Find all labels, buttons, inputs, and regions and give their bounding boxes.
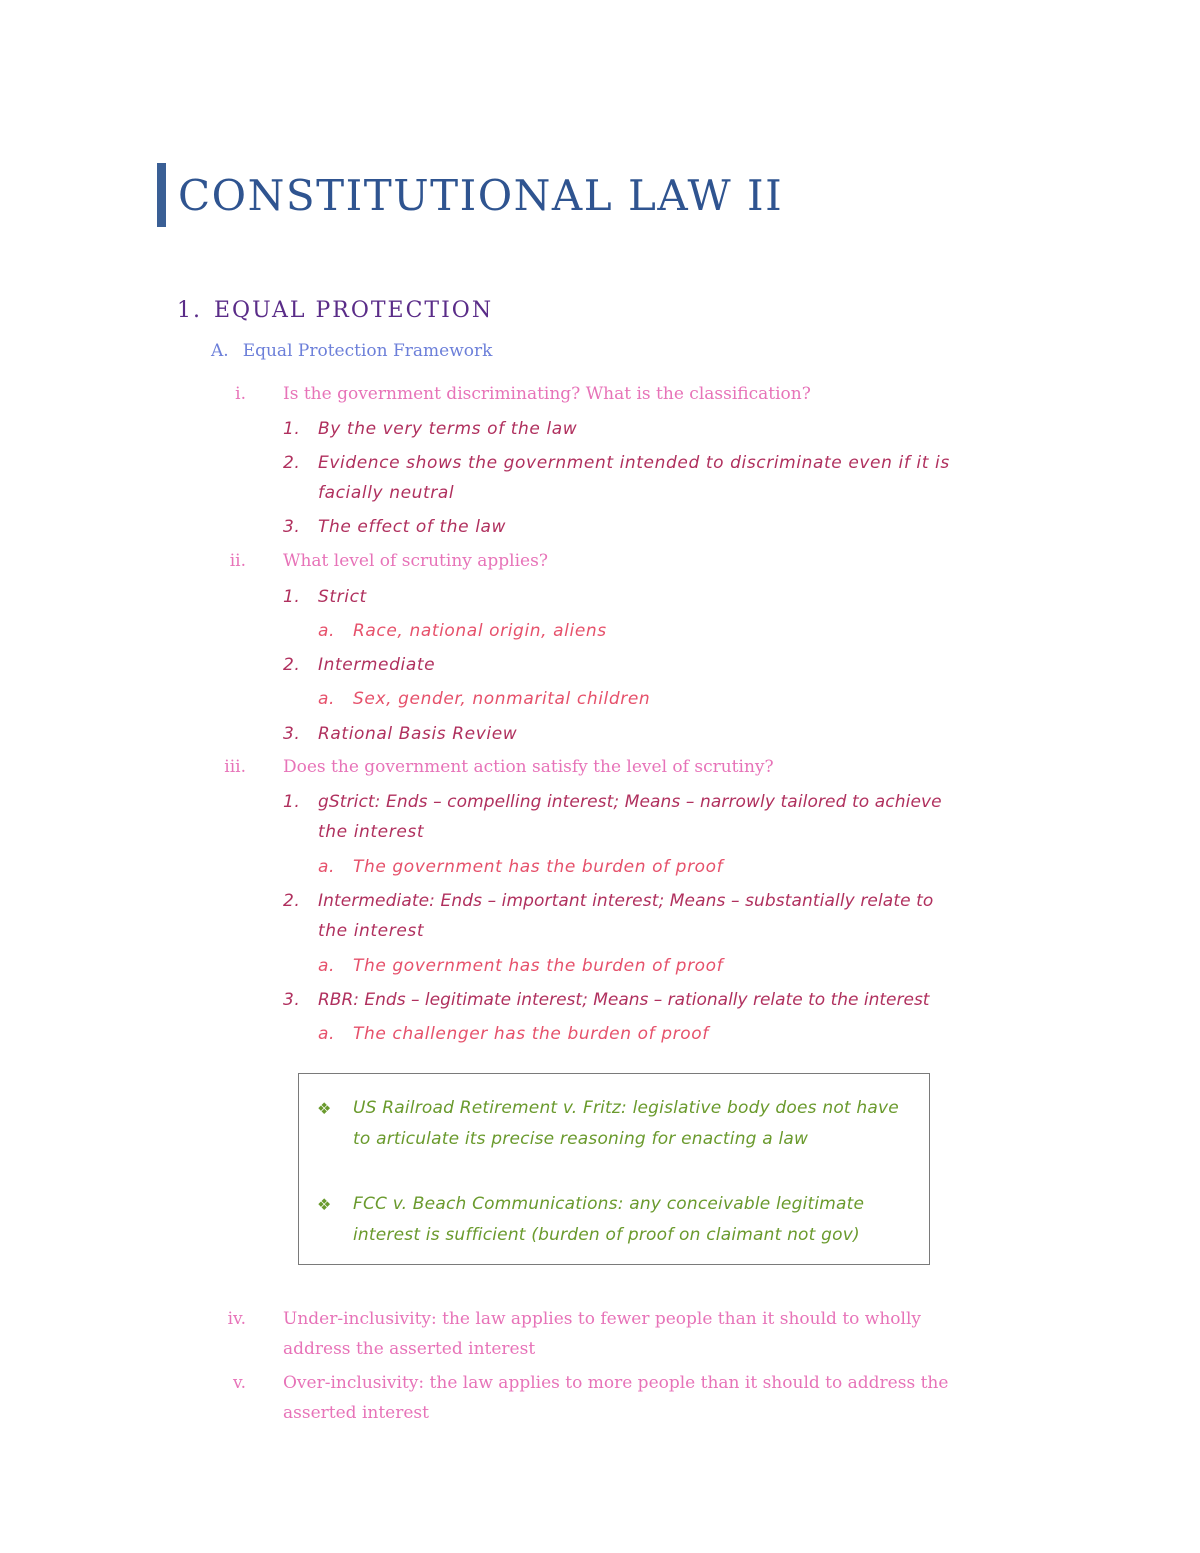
case-note-text: FCC v. Beach Communications: any conceivable legitimate interest is sufficient (burden of proof on claimant not gov): [353, 1194, 865, 1245]
case-note-text: US Railroad Retirement v. Fritz: legislative body does not have to articulate its precise reasoning for enacting a law: [353, 1098, 899, 1149]
subsection-title: Equal Protection Framework: [242, 341, 493, 361]
list-item-continuation: the interest: [318, 921, 425, 941]
section-heading: [177, 298, 493, 323]
list-item-text: Over-inclusivity: the law applies to more people than it should to address the: [283, 1373, 949, 1393]
diamond-bullet-icon: ❖: [317, 1195, 332, 1214]
subsection-heading: [211, 341, 492, 361]
roman-numeral: iii.: [224, 757, 246, 777]
list-item-continuation: facially neutral: [318, 483, 455, 503]
document-page: CONSTITUTIONAL LAW II 1. EQUAL PROTECTION A. Equal Protection Framework i. Is the government discriminating? What is the classification? 1. By the very terms of the law 2. Evidence shows the government intended to discriminate even if it is facially neutral 3. The effect of the law ii. What level of scrutiny applies? 1. Strict a. Race, national origin, aliens 2. Intermediate a. Sex, gender, nonmarital children 3. Rational Basis Review iii. Does the government action satisfy the level of scrutiny? 1. gStrict: Ends – compelling interest; Means – narrowly tailored to achieve the interest a. The government has the burden of proof 2. Intermediate: Ends – important interest; Means – substantially relate to the interest a. The government has the burden of proof 3. RBR: Ends – legitimate interest; Means – rationally relate to the interest a. The challenger has the burden of proof ❖ US Railroad Retirement v. Fritz: legislative body does not have to articulate its precise reasoning for enacting a law ❖ FCC v. Beach Communications: any conceivable legitimate interest is sufficient (burden of proof on claimant not gov) iv. Under-inclusivity: the law applies to fewer people than it should to wholly address the asserted interest v. Over-inclusivity: the law applies to more people than it should to address the asserted interest: [0, 0, 1200, 1553]
roman-numeral: i.: [235, 384, 246, 404]
list-item-continuation: address the asserted interest: [283, 1339, 536, 1359]
list-item-text: Does the government action satisfy the level of scrutiny?: [283, 757, 774, 777]
list-item-continuation: the interest: [318, 822, 425, 842]
list-item-continuation: asserted interest: [283, 1403, 429, 1423]
section-number: 1.: [177, 298, 202, 323]
list-item-text: What level of scrutiny applies?: [283, 551, 548, 571]
section-title: EQUAL PROTECTION: [214, 298, 494, 323]
diamond-bullet-icon: ❖: [317, 1099, 332, 1118]
roman-numeral: ii.: [229, 551, 246, 571]
title-text: CONSTITUTIONAL LAW II: [178, 170, 784, 220]
case-notes-box: [298, 1073, 930, 1265]
roman-numeral: v.: [233, 1373, 246, 1393]
list-item-text: Under-inclusivity: the law applies to fewer people than it should to wholly: [283, 1309, 922, 1329]
subsection-letter: A.: [211, 341, 229, 361]
roman-numeral: iv.: [227, 1309, 246, 1329]
list-item-text: Is the government discriminating? What is the classification?: [283, 384, 811, 404]
document-title: [157, 162, 783, 228]
title-accent-bar: [157, 163, 166, 227]
